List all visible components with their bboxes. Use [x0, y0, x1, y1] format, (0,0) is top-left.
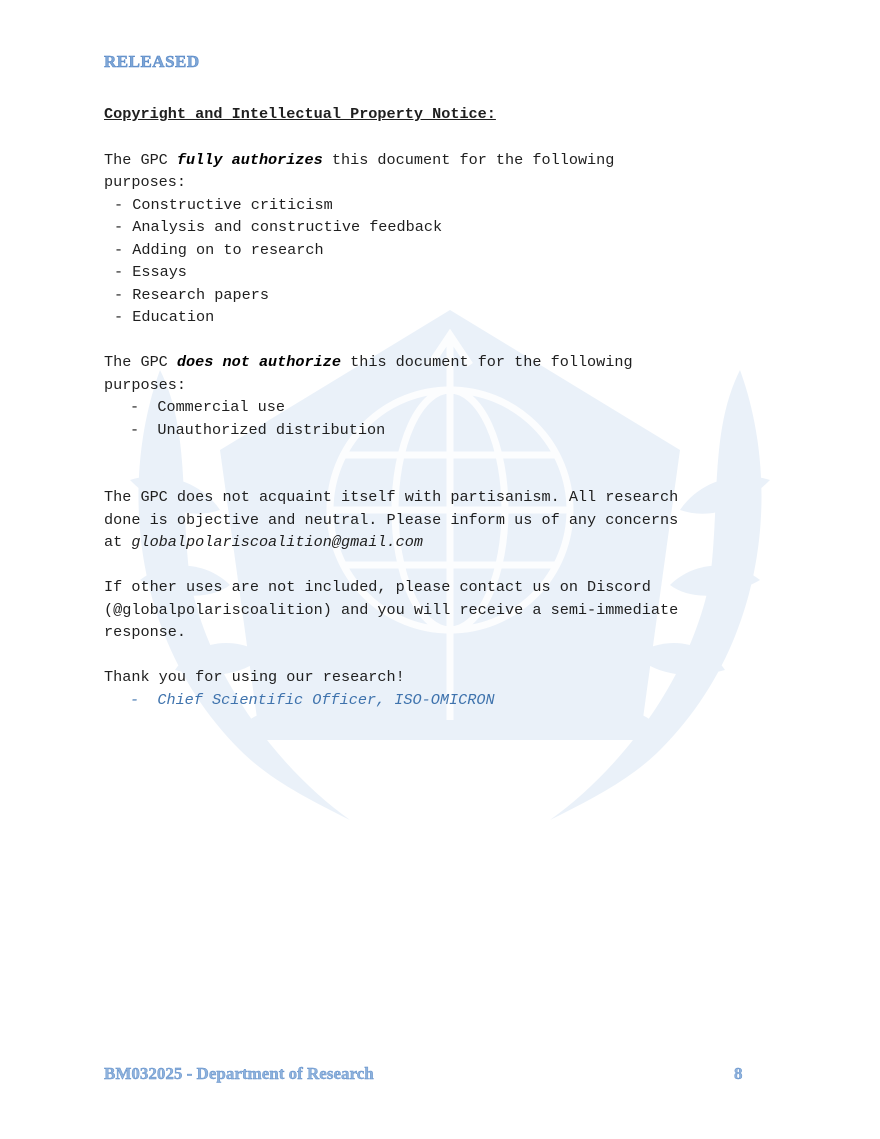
released-stamp: RELEASED	[104, 52, 200, 71]
list-item: - Research papers	[114, 286, 269, 304]
contact-line-3: response.	[104, 623, 187, 641]
list-item-text: Education	[132, 308, 215, 326]
authorized-emphasis: fully authorizes	[176, 151, 323, 169]
list-item-text: Analysis and constructive feedback	[132, 218, 443, 236]
not-authorized-continuation: purposes:	[104, 376, 187, 394]
list-item: - Unauthorized distribution	[130, 421, 386, 439]
list-item-text: Adding on to research	[132, 241, 324, 259]
list-item: - Education	[114, 308, 215, 326]
footer-label: BM032025 - Department of Research	[104, 1064, 374, 1083]
not-authorized-emphasis: does not authorize	[176, 353, 341, 371]
list-item-text: Unauthorized distribution	[157, 421, 386, 439]
authorized-prefix: The GPC	[104, 151, 177, 169]
contact-line-1: If other uses are not included, please contact us on Discord	[104, 578, 651, 596]
list-item: - Adding on to research	[114, 241, 324, 259]
list-item: - Commercial use	[130, 398, 285, 416]
not-authorized-intro	[104, 351, 633, 374]
signature-text: Chief Scientific Officer, ISO-OMICRON	[157, 691, 495, 709]
authorized-continuation: purposes:	[104, 173, 187, 191]
list-item-text: Essays	[132, 263, 187, 281]
list-item-text: Commercial use	[157, 398, 285, 416]
contact-email: globalpolariscoalition@gmail.com	[131, 533, 423, 551]
authorized-suffix: this document for the following	[322, 151, 615, 169]
list-item-text: Constructive criticism	[132, 196, 333, 214]
neutrality-line-1: The GPC does not acquaint itself with partisanism. All research	[104, 488, 679, 506]
not-authorized-prefix: The GPC	[104, 353, 177, 371]
contact-line-2: (@globalpolariscoalition) and you will receive a semi-immediate	[104, 601, 679, 619]
signature: - Chief Scientific Officer, ISO-OMICRON	[130, 691, 495, 709]
page-number: 8	[734, 1064, 743, 1083]
notice-heading: Copyright and Intellectual Property Notice:	[104, 105, 496, 123]
not-authorized-suffix: this document for the following	[340, 353, 633, 371]
authorized-intro	[104, 149, 614, 172]
neutrality-line-3	[104, 531, 423, 554]
neutrality-line-3-prefix: at	[104, 533, 132, 551]
list-item: - Constructive criticism	[114, 196, 333, 214]
neutrality-line-2: done is objective and neutral. Please inform us of any concerns	[104, 511, 679, 529]
list-item-text: Research papers	[132, 286, 269, 304]
list-item: - Essays	[114, 263, 187, 281]
list-item: - Analysis and constructive feedback	[114, 218, 443, 236]
closing-line: Thank you for using our research!	[104, 668, 405, 686]
